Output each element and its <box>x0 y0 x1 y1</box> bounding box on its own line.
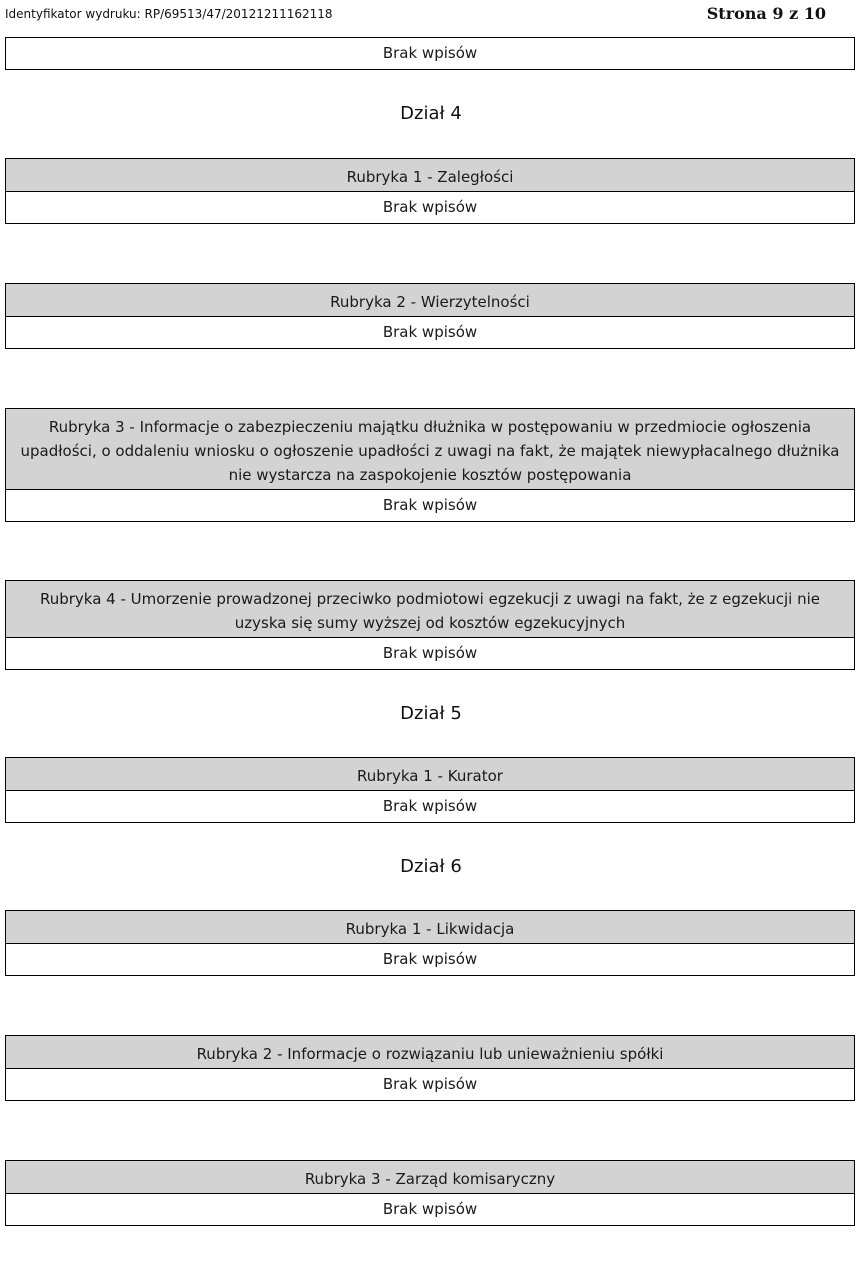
rubryka-body: Brak wpisów <box>382 496 478 514</box>
rubryka-header: Rubryka 1 - Likwidacja <box>6 911 854 944</box>
previous-section-box <box>5 37 855 70</box>
rubryka-box-6-2 <box>5 1035 855 1101</box>
rubryka-box-5-1 <box>5 757 855 823</box>
rubryka-box-4-4 <box>5 580 855 670</box>
rubryka-box-4-3 <box>5 408 855 522</box>
rubryka-body: Brak wpisów <box>382 644 478 662</box>
rubryka-header: Rubryka 2 - Informacje o rozwiązaniu lub unieważnieniu spółki <box>6 1036 854 1069</box>
section-title-dzial-5: Dział 5 <box>400 703 462 724</box>
rubryka-header: Rubryka 3 - Zarząd komisaryczny <box>6 1161 854 1194</box>
rubryka-body: Brak wpisów <box>382 797 478 815</box>
print-identifier: Identyfikator wydruku: RP/69513/47/20121211162118 <box>5 7 333 21</box>
rubryka-box-4-2 <box>5 283 855 349</box>
rubryka-box-4-1 <box>5 158 855 224</box>
page-number: Strona 9 z 10 <box>706 4 826 23</box>
rubryka-body: Brak wpisów <box>382 1075 478 1093</box>
rubryka-header: Rubryka 2 - Wierzytelności <box>6 284 854 317</box>
rubryka-body: Brak wpisów <box>382 1200 478 1218</box>
section-title-dzial-4: Dział 4 <box>400 103 462 124</box>
rubryka-body: Brak wpisów <box>382 323 478 341</box>
rubryka-box-6-1 <box>5 910 855 976</box>
rubryka-header: Rubryka 3 - Informacje o zabezpieczeniu majątku dłużnika w postępowaniu w przedmiocie ogłoszenia upadłości, o oddaleniu wniosku o ogłoszenie upadłości z uwagi na fakt, że majątek niewypłacalnego dłużnika nie wystarcza na zaspokojenie kosztów postępowania <box>6 409 854 490</box>
rubryka-box-6-3 <box>5 1160 855 1226</box>
rubryka-body: Brak wpisów <box>382 950 478 968</box>
section-title-dzial-6: Dział 6 <box>400 856 462 877</box>
rubryka-body: Brak wpisów <box>382 198 478 216</box>
box-body: Brak wpisów <box>382 44 478 62</box>
rubryka-header: Rubryka 1 - Kurator <box>6 758 854 791</box>
rubryka-header: Rubryka 4 - Umorzenie prowadzonej przeciwko podmiotowi egzekucji z uwagi na fakt, że z egzekucji nie uzyska się sumy wyższej od kosztów egzekucyjnych <box>6 581 854 638</box>
rubryka-header: Rubryka 1 - Zaległości <box>6 159 854 192</box>
